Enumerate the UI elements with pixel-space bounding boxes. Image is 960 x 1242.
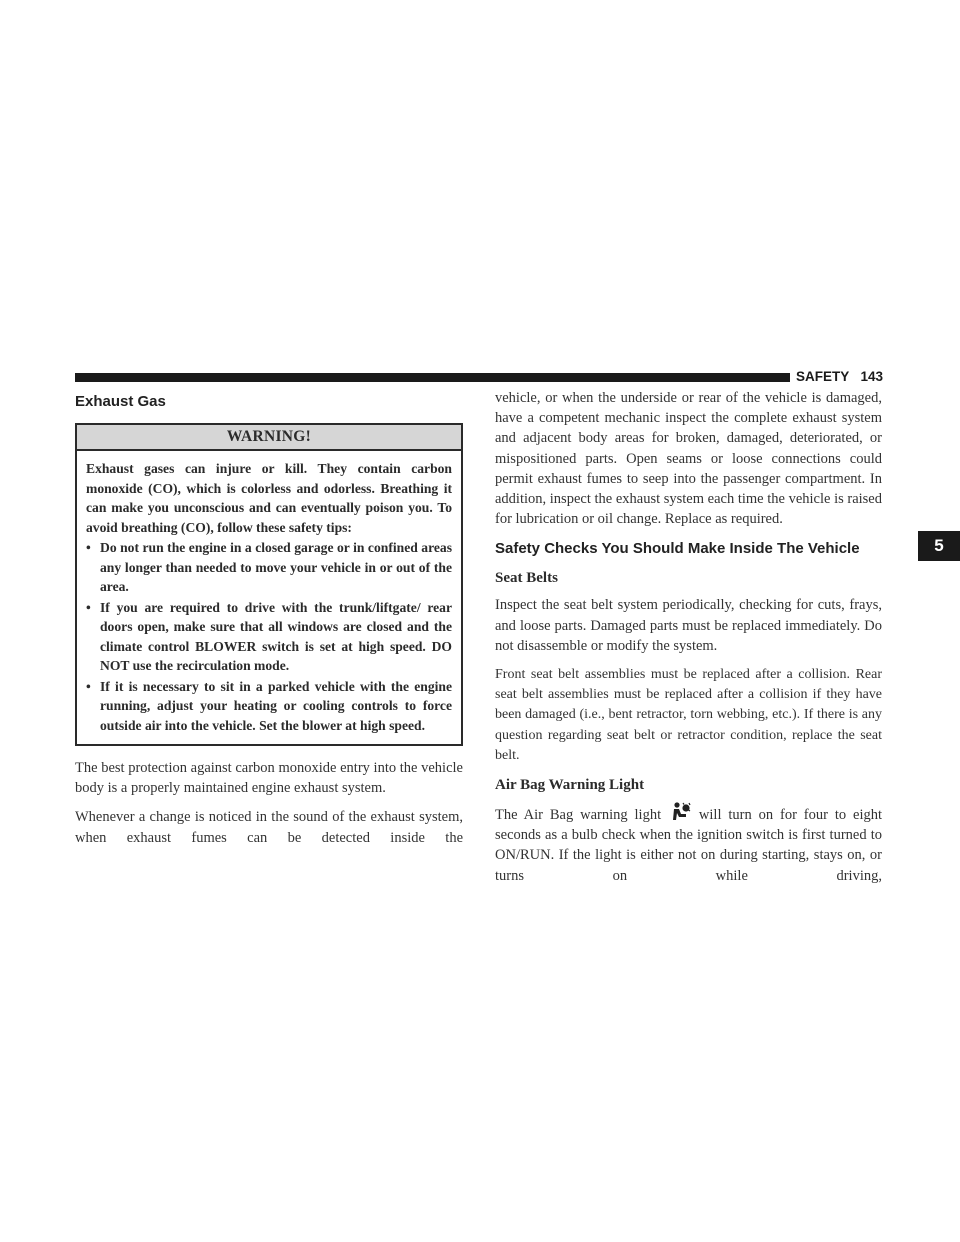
exhaust-continued-paragraph: vehicle, or when the underside or rear of the vehicle is damaged, have a competent mechanic inspect the complete exhaust system and adjacent body areas for broken, damaged, deteriorated, or mispositioned parts. Open seams or loose connections could permit exhaust fumes to seep into the passenger compartment. In addition, inspect the exhaust system each time the vehicle is raised for lubrication or oil change. Replace as required. [495, 390, 882, 528]
protection-paragraph: The best protection against carbon monoxide entry into the vehicle body is a properly maintained engine exhaust system. [75, 760, 463, 797]
warning-title: WARNING! [77, 425, 461, 451]
airbag-text-before: The Air Bag warning light [495, 807, 662, 824]
chapter-tab: 5 [918, 531, 960, 561]
exhaust-change-paragraph: Whenever a change is noticed in the sound of the exhaust system, when exhaust fumes can be detected inside the [75, 809, 463, 846]
warning-item: • If you are required to drive with the trunk/liftgate/ rear doors open, make sure that all windows are closed and the climate control BLOWER switch is set at high speed. DO NOT use the recirculation mode. [86, 598, 452, 676]
airbag-paragraph [495, 802, 882, 886]
airbag-warning-heading: Air Bag Warning Light [495, 777, 645, 794]
section-name: SAFETY [796, 369, 850, 384]
exhaust-gas-heading: Exhaust Gas [75, 393, 166, 410]
left-column [75, 388, 463, 857]
safety-checks-heading: Safety Checks You Should Make Inside The Vehicle [495, 540, 860, 558]
page-number: 143 [860, 369, 884, 384]
airbag-text-after: will turn on for four to eight seconds as a bulb check when the ignition switch is first turned to ON/RUN. If the light is either not on during starting, stays on, or turns on while driving, [495, 807, 883, 884]
warning-item: • Do not run the engine in a closed garage or in confined areas any longer than needed to move your vehicle in or out of the area. [86, 538, 452, 597]
warning-list [86, 538, 452, 735]
warning-item: • If it is necessary to sit in a parked vehicle with the engine running, adjust your heating or cooling controls to force outside air into the vehicle. Set the blower at high speed. [86, 677, 452, 736]
right-column [495, 388, 882, 895]
seat-belts-heading: Seat Belts [495, 570, 558, 587]
seat-belts-paragraph-1: Inspect the seat belt system periodically, checking for cuts, frays, and loose parts. Damaged parts must be replaced immediately. Do not disassemble or modify the system. [495, 597, 882, 654]
seat-belts-paragraph-2: Front seat belt assemblies must be replaced after a collision. Rear seat belt assemblies must be replaced after a collision if they have been damaged (i.e., bent retractor, torn webbing, etc.). If there is any question regarding seat belt or retractor condition, replace the seat belt. [495, 667, 882, 763]
running-header [796, 368, 888, 386]
airbag-warning-icon [669, 802, 691, 822]
header-rule [75, 373, 790, 382]
warning-body [77, 451, 461, 744]
warning-box [75, 423, 463, 746]
warning-intro: Exhaust gases can injure or kill. They contain carbon monoxide (CO), which is colorless and odorless. Breathing it can make you unconscious and can eventually poison you. To avoid breathing (CO), follow these safety tips: [86, 461, 452, 535]
